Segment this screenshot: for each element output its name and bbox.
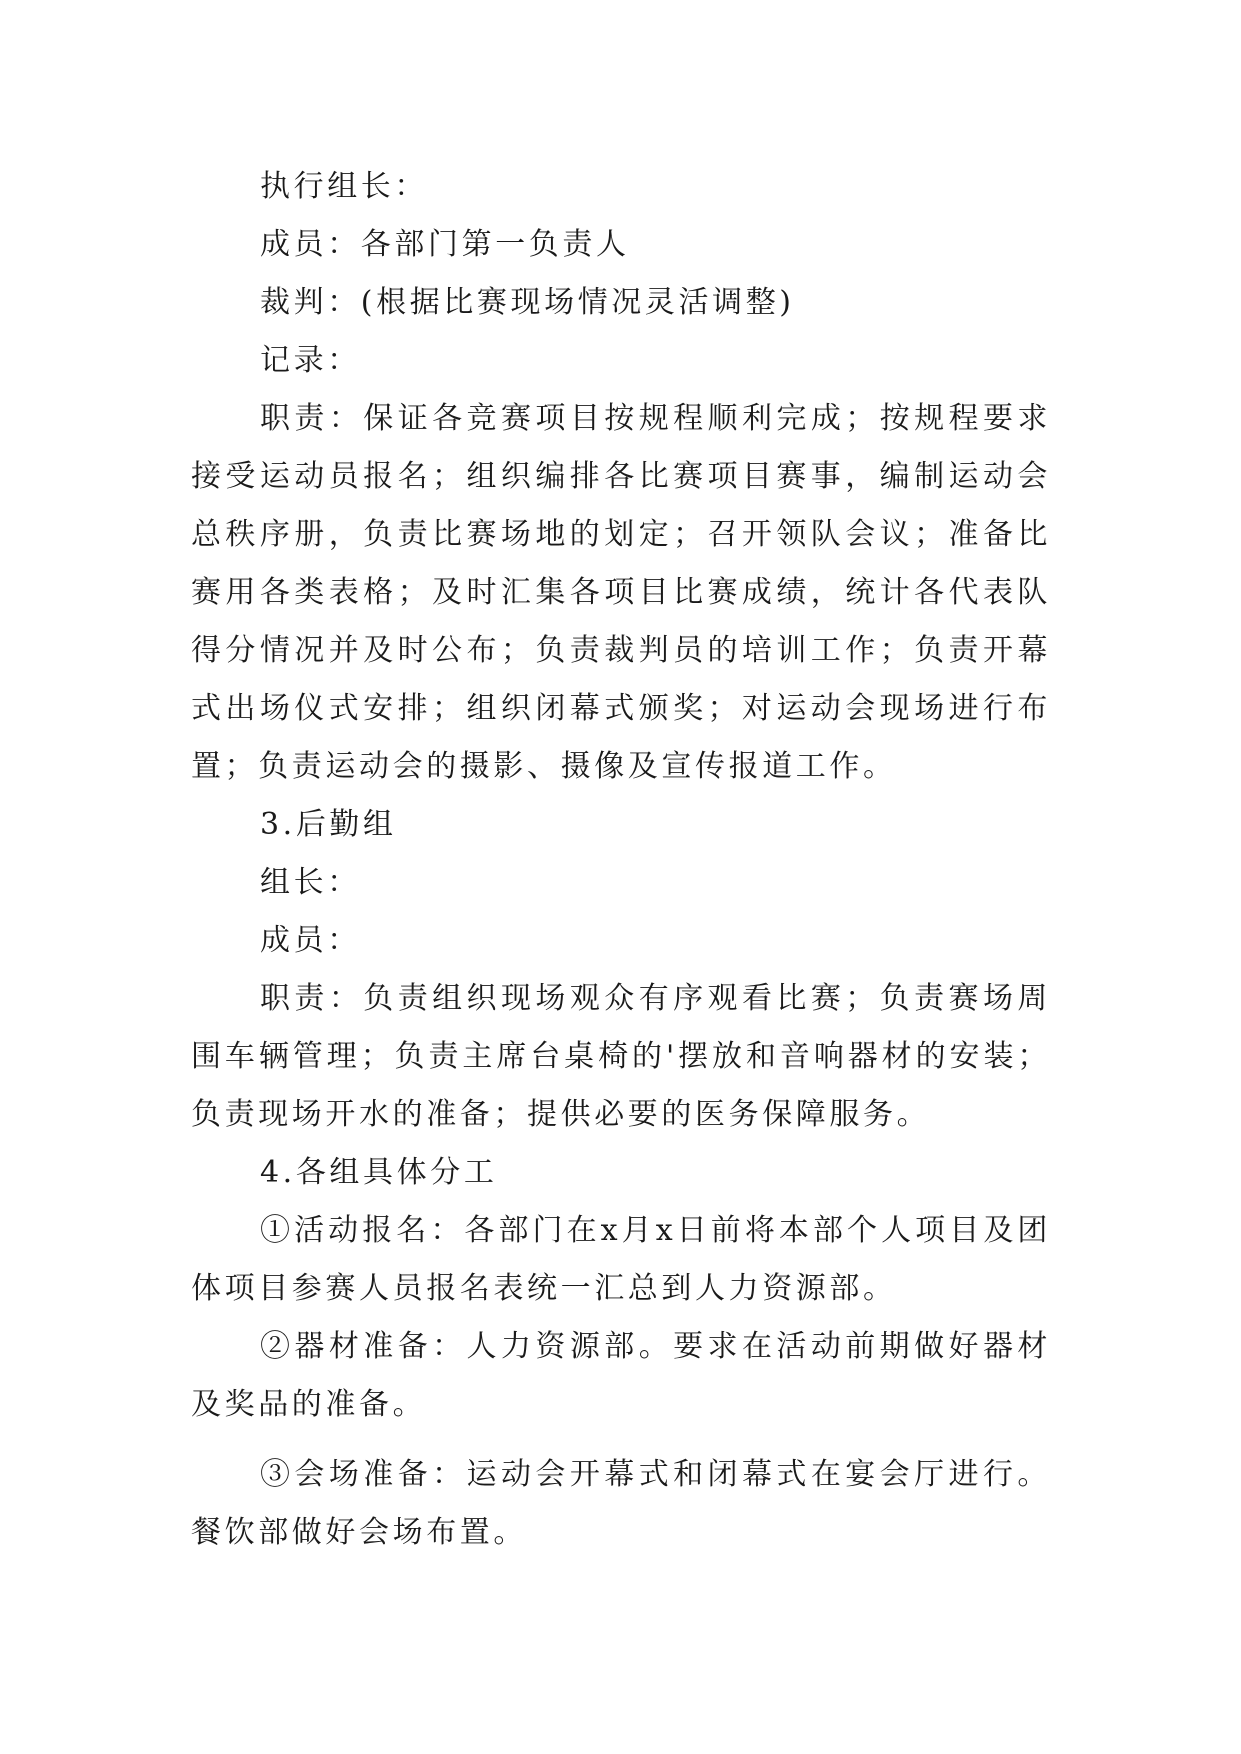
equipment-paragraph: ②器材准备：人力资源部。要求在活动前期做好器材及奖品的准备。: [191, 1329, 1051, 1422]
document-body: [191, 158, 1051, 1562]
logistics-leader-line: 组长：: [260, 865, 361, 900]
venue-paragraph: ③会场准备：运动会开幕式和闭幕式在宴会厅进行。餐饮部做好会场布置。: [191, 1457, 1051, 1550]
division-heading: 4.各组具体分工: [260, 1155, 498, 1190]
exec-leader-line: 执行组长：: [260, 169, 428, 204]
registration-paragraph: ①活动报名：各部门在x月x日前将本部个人项目及团体项目参赛人员报名表统一汇总到人力资源部。: [191, 1213, 1051, 1306]
record-line: 记录：: [260, 343, 361, 378]
logistics-duties-paragraph: 职责：负责组织现场观众有序观看比赛；负责赛场周围车辆管理；负责主席台桌椅的'摆放和音响器材的安装；负责现场开水的准备；提供必要的医务保障服务。: [191, 981, 1051, 1132]
referee-line: 裁判：(根据比赛现场情况灵活调整): [260, 285, 795, 320]
members-line: 成员：各部门第一负责人: [260, 227, 630, 262]
duties-paragraph: 职责：保证各竞赛项目按规程顺利完成；按规程要求接受运动员报名；组织编排各比赛项目赛事，编制运动会总秩序册，负责比赛场地的划定；召开领队会议；准备比赛用各类表格；及时汇集各项目比赛成绩，统计各代表队得分情况并及时公布；负责裁判员的培训工作；负责开幕式出场仪式安排；组织闭幕式颁奖；对运动会现场进行布置；负责运动会的摄影、摄像及宣传报道工作。: [191, 401, 1051, 784]
logistics-heading: 3.后勤组: [260, 807, 397, 842]
logistics-members-line: 成员：: [260, 923, 361, 958]
